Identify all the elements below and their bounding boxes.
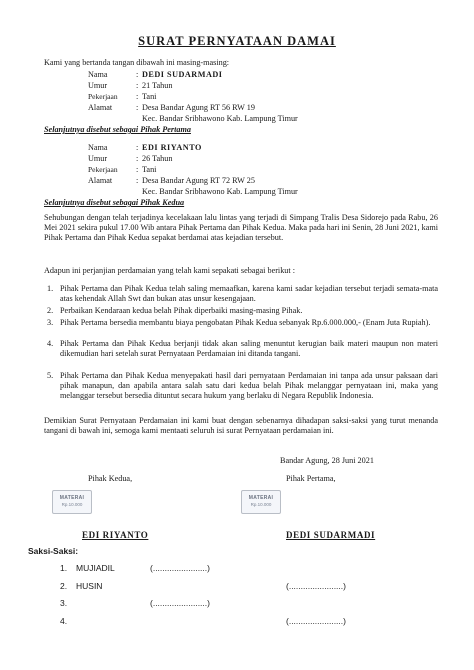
witness-heading: Saksi-Saksi:	[28, 546, 79, 556]
party1-address-label: Alamat	[88, 103, 113, 112]
agreement-item: Pihak Pertama dan Pihak Kedua menyepakati hasil dari pernyataan Perdamaian ini tanpa ada unsur paksaan dari pihak manapun, dan apabila antara salah satu dari kedua belah Pihak melanggar pernyataan ini, maka yang melanggar tersebut bersedia dituntut secara hukum yang berlaku di Negara Republik Indonesia.	[60, 371, 438, 400]
party2-address-line2: Kec. Bandar Sribhawono Kab. Lampung Timur	[142, 187, 298, 196]
party1-designation: Selanjutnya disebut sebagai Pihak Pertama	[44, 125, 191, 134]
witness-signature-blank: (.......................)	[286, 616, 346, 626]
closing-paragraph: Demikian Surat Pernyataan Perdamaian ini kami buat dengan sebenarnya dihadapan saksi-saksi yang turut menanda tangani di bawah ini, semoga kami mentaati seluruh isi surat Pernyataan perdamaian ini.	[44, 416, 438, 435]
party2-age-label: Umur	[88, 154, 108, 163]
stamp-duty-right: MATERAI Rp.10.000	[241, 490, 281, 514]
party1-age-value: 21 Tahun	[142, 81, 173, 90]
agreement-intro: Adapun ini perjanjian perdamaian yang telah kami sepakati sebagai berikut :	[44, 266, 295, 275]
right-signatory-title: Pihak Pertama,	[286, 474, 336, 483]
party1-address-value: Desa Bandar Agung RT 56 RW 19	[142, 103, 255, 112]
party2-job-label: Pekerjaan	[88, 165, 118, 174]
agreement-item: Pihak Pertama bersedia membantu biaya pengobatan Pihak Kedua sebanyak Rp.6.000.000,- (Enam Juta Rupiah).	[60, 318, 431, 327]
document-title: SURAT PERNYATAAN DAMAI	[138, 34, 336, 48]
witness-signature-blank: (.......................)	[150, 598, 210, 608]
party2-job-value: Tani	[142, 165, 157, 174]
witness-name: MUJIADIL	[76, 563, 115, 573]
party2-name-label: Nama	[88, 143, 108, 152]
witness-name: HUSIN	[76, 581, 103, 591]
incident-paragraph: Sehubungan dengan telah terjadinya kecelakaan lalu lintas yang terjadi di Simpang Tralis Desa Sidorejo pada Rabu, 26 Mei 2021 sekira pukul 17.00 Wib antara Pihak Pertama dan Pihak Kedua. Maka pada hari ini Senin, 28 Juni 2021, kami Pihak Pertama dan Pihak Kedua sepakat berdamai atas kejadian tersebut.	[44, 213, 438, 242]
agreement-item: Pihak Pertama dan Pihak Kedua berjanji tidak akan saling menuntut kerugian baik materi maupun non materi dikemudian hari setelah surat Pernyataan Perdamaian ini ditanda tangani.	[60, 339, 438, 358]
right-signatory-name: DEDI SUDARMADI	[286, 530, 376, 540]
intro-text: Kami yang bertanda tangan dibawah ini masing-masing:	[44, 58, 230, 67]
party2-age-value: 26 Tahun	[142, 154, 173, 163]
party2-address-value: Desa Bandar Agung RT 72 RW 25	[142, 176, 255, 185]
stamp-duty-left: MATERAI Rp.10.000	[52, 490, 92, 514]
party1-name-label: Nama	[88, 70, 108, 79]
left-signatory-name: EDI RIYANTO	[82, 530, 149, 540]
witness-signature-blank: (.......................)	[150, 563, 210, 573]
party1-job-label: Pekerjaan	[88, 92, 118, 101]
party1-address-line2: Kec. Bandar Sribhawono Kab. Lampung Timur	[142, 114, 298, 123]
party2-address-label: Alamat	[88, 176, 113, 185]
party1-job-value: Tani	[142, 92, 157, 101]
party2-designation: Selanjutnya disebut sebagai Pihak Kedua	[44, 198, 185, 207]
witness-signature-blank: (.......................)	[286, 581, 346, 591]
agreement-item: Perbaikan Kendaraan kedua belah Pihak diperbaiki masing-masing Pihak.	[60, 306, 303, 315]
party1-name-value: DEDI SUDARMADI	[142, 70, 223, 79]
place-date: Bandar Agung, 28 Juni 2021	[280, 456, 374, 465]
party2-name-value: EDI RIYANTO	[142, 143, 202, 152]
agreement-item: Pihak Pertama dan Pihak Kedua telah saling memaafkan, karena kami sadar kejadian tersebut terjadi semata-mata atas kehendak Allah Swt dan bukan atas unsur kesengajaan.	[60, 284, 438, 303]
left-signatory-title: Pihak Kedua,	[88, 474, 133, 483]
party1-age-label: Umur	[88, 81, 108, 90]
